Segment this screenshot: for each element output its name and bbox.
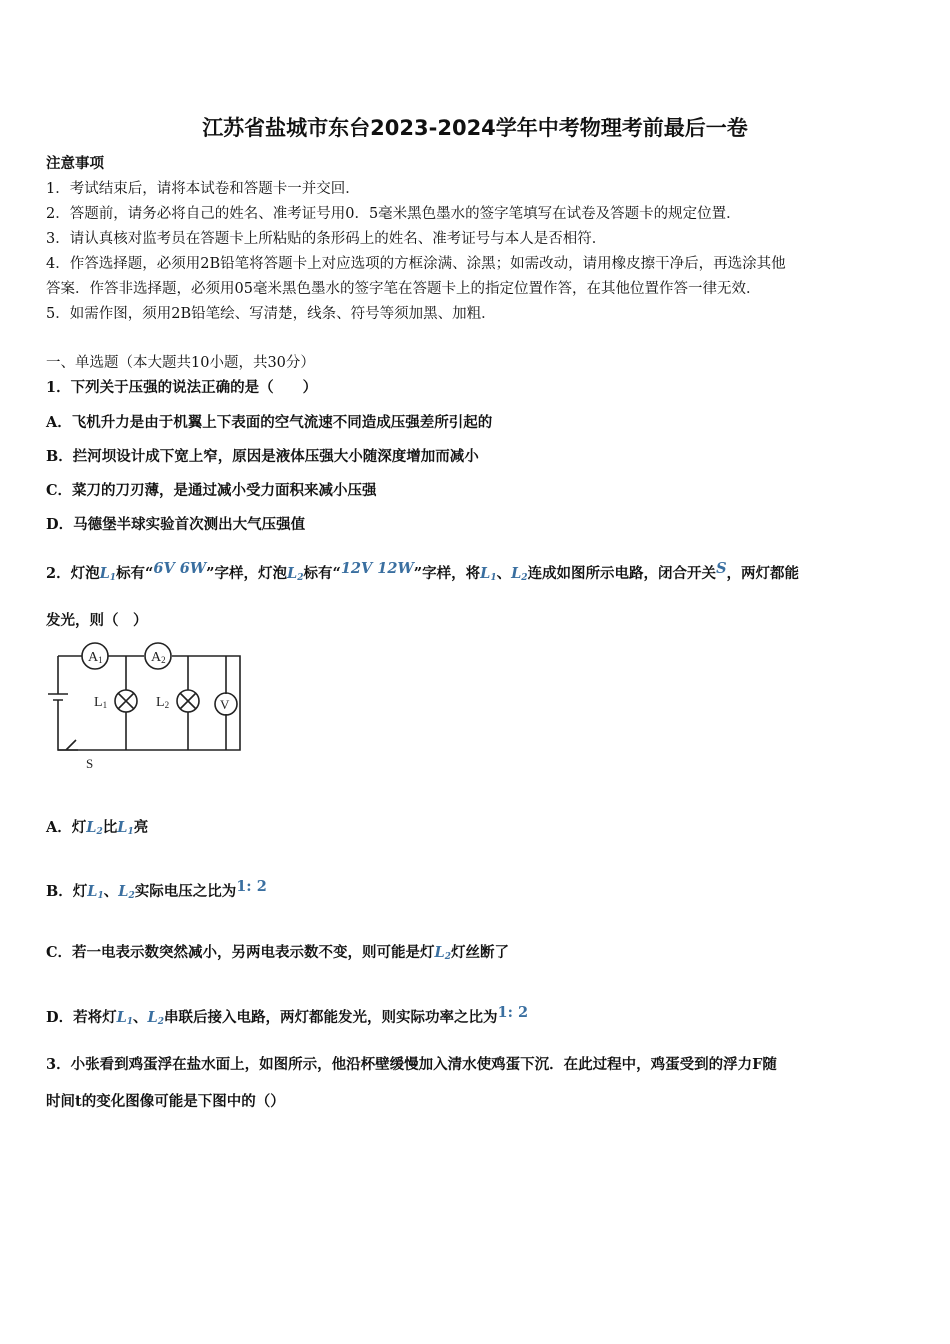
math-l2: $L_2$ — [147, 1009, 165, 1027]
q3-stem: 3．小张看到鸡蛋浮在盐水面上，如图所示，他沿杯壁缓慢加入清水使鸡蛋下沉．在此过程中，鸡蛋受到的浮力F随 — [46, 1056, 777, 1073]
math-6v6w: 6V 6W — [153, 560, 207, 577]
label-l2: L2 — [156, 695, 170, 710]
math-l1: $L_1$ — [480, 565, 497, 583]
q2-option-a: A．灯$L_2$比$L_1$亮 — [46, 819, 149, 837]
notice-item: 答案．作答非选择题，必须用05毫米黑色墨水的签字笔在答题卡上的指定位置作答，在其他位置作答一律无效． — [46, 281, 761, 297]
wire — [58, 656, 240, 750]
q1-stem: 1．下列关于压强的说法正确的是（ ） — [46, 379, 318, 396]
label-l1: L1 — [94, 695, 108, 710]
math-l1: $L_1$ — [99, 565, 117, 583]
label-v: V — [220, 697, 230, 712]
math-s: S — [716, 560, 727, 577]
notice-item: 4．作答选择题，必须用2B铅笔将答题卡上对应选项的方框涂满、涂黑；如需改动，请用橡皮擦干净后，再选涂其他 — [46, 256, 786, 272]
math-l2: $L_2$ — [511, 565, 528, 583]
math-l2: $L_2$ — [287, 565, 304, 583]
notice-heading: 注意事项 — [46, 155, 104, 172]
label-s: S — [86, 756, 94, 771]
q2-option-b: B．灯$L_1$、$L_2$实际电压之比为1: 2 — [46, 878, 267, 901]
notice-item: 2．答题前，请务必将自己的姓名、准考证号用0．5毫米黑色墨水的签字笔填写在试卷及答题卡的规定位置． — [46, 206, 741, 222]
q1-option-a: A．飞机升力是由于机翼上下表面的空气流速不同造成压强差所引起的 — [46, 414, 493, 431]
math-ratio: 1: 2 — [236, 878, 267, 895]
q1-option-c: C．菜刀的刀刃薄，是通过减小受力面积来减小压强 — [46, 482, 377, 499]
math-ratio: 1: 2 — [497, 1004, 529, 1021]
lamp-l1-cross — [118, 693, 134, 709]
math-l1: $L_1$ — [117, 819, 134, 837]
q2-stem-line2: 发光，则（ ） — [46, 612, 148, 629]
circuit-diagram — [44, 642, 244, 772]
lamp-l2-cross — [180, 693, 196, 709]
q1-option-d: D．马德堡半球实验首次测出大气压强值 — [46, 516, 306, 533]
page-title: 江苏省盐城市东台2023-2024学年中考物理考前最后一卷 — [202, 116, 748, 140]
battery-icon — [48, 694, 68, 700]
math-l2: $L_2$ — [434, 944, 452, 962]
math-l2: $L_2$ — [86, 819, 103, 837]
math-l1: $L_1$ — [116, 1009, 134, 1027]
section-heading: 一、单选题（本大题共10小题，共30分） — [46, 355, 315, 371]
switch-icon — [58, 700, 78, 750]
q3-stem-line2: 时间t的变化图像可能是下图中的（） — [46, 1093, 285, 1110]
q2-stem: 2．灯泡$L_1$标有“6V 6W”字样，灯泡$L_2$标有“12V 12W”字样，将$L_1$、$L_2$连成如图所示电路，闭合开关S，两灯都能 — [46, 560, 800, 583]
notice-item: 1．考试结束后，请将本试卷和答题卡一并交回． — [46, 181, 360, 197]
math-l2: $L_2$ — [118, 883, 135, 901]
label-a2: A2 — [151, 650, 166, 665]
q2-option-d: D．若将灯$L_1$、$L_2$串联后接入电路，两灯都能发光，则实际功率之比为1: 2 — [46, 1004, 529, 1027]
q1-option-b: B．拦河坝设计成下宽上窄，原因是液体压强大小随深度增加而减小 — [46, 448, 479, 465]
notice-item: 5．如需作图，须用2B铅笔绘、写清楚，线条、符号等须加黑、加粗． — [46, 306, 496, 322]
notice-item: 3．请认真核对监考员在答题卡上所粘贴的条形码上的姓名、准考证号与本人是否相符． — [46, 231, 607, 247]
label-a1: A1 — [88, 650, 103, 665]
math-l1: $L_1$ — [87, 883, 104, 901]
q2-option-c: C．若一电表示数突然减小，另两电表示数不变，则可能是灯$L_2$灯丝断了 — [46, 944, 510, 962]
math-12v12w: 12V 12W — [340, 560, 414, 577]
